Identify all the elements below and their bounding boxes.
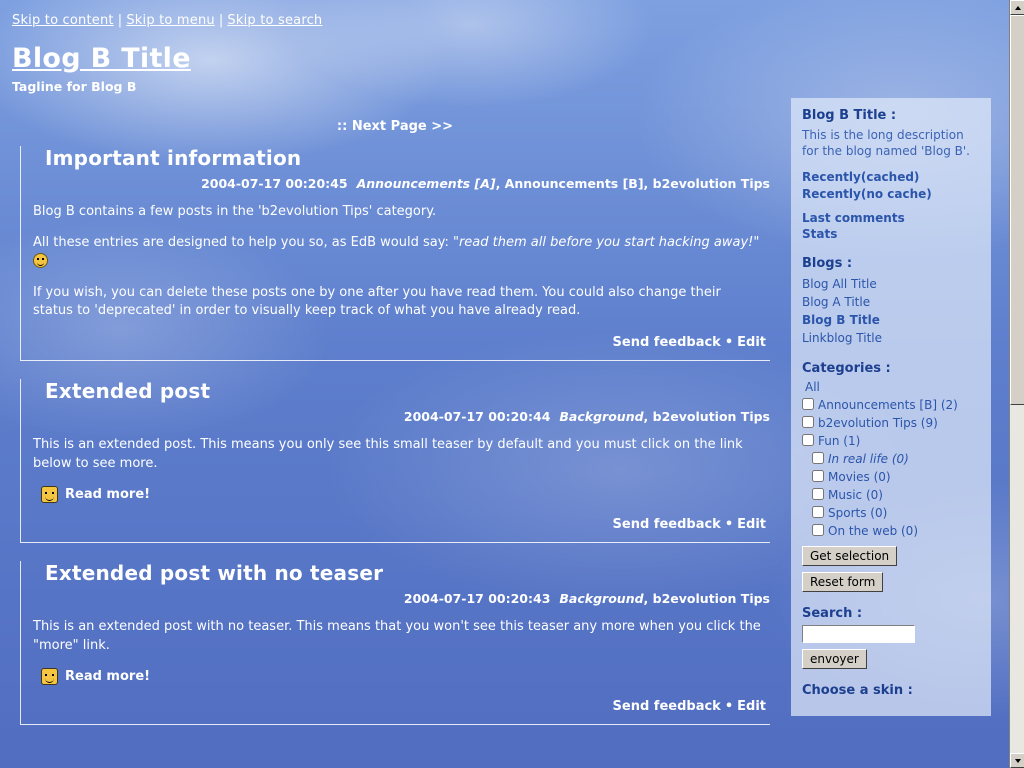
smiley-icon — [33, 253, 48, 268]
sidebar-blog-description: This is the long description for the blog named 'Blog B'. — [802, 128, 970, 159]
scrollbar-thumb[interactable] — [1010, 15, 1024, 405]
sidebar-link-recently-cached[interactable]: Recently(cached) — [802, 170, 920, 185]
category-row[interactable] — [802, 468, 980, 486]
blog-link-b[interactable]: Blog B Title — [802, 313, 880, 328]
footer-separator: • — [724, 516, 734, 532]
search-input[interactable] — [802, 625, 915, 643]
footer-separator: • — [724, 335, 734, 351]
sidebar-link-recently-no-cache[interactable]: Recently(no cache) — [802, 186, 932, 201]
footer-separator: • — [724, 698, 734, 714]
smiley-icon — [41, 486, 58, 503]
category-label[interactable]: Sports (0) — [828, 506, 888, 521]
scroll-up-button[interactable] — [1010, 0, 1024, 15]
sidebar-search-heading: Search : — [802, 606, 863, 622]
post-date: 2004-07-17 00:20:45 — [201, 176, 348, 191]
post-title[interactable]: Important information — [45, 146, 302, 170]
post-title[interactable]: Extended post with no teaser — [45, 560, 384, 585]
skip-to-search-link[interactable]: Skip to search — [227, 13, 323, 28]
category-row[interactable] — [802, 432, 980, 450]
read-more-row[interactable] — [41, 486, 770, 503]
post-footer — [33, 699, 770, 714]
reset-form-button[interactable]: Reset form — [802, 572, 883, 592]
sidebar-categories-heading: Categories : — [802, 361, 891, 377]
sidebar-skin-heading: Choose a skin : — [802, 683, 913, 699]
send-feedback-link[interactable]: Send feedback — [612, 698, 721, 714]
post-date: 2004-07-17 00:20:43 — [403, 590, 551, 606]
category-label[interactable]: Movies (0) — [828, 470, 891, 485]
skiplink-separator: | — [218, 13, 224, 28]
vertical-scrollbar[interactable] — [1009, 0, 1024, 768]
blog-link-all[interactable]: Blog All Title — [802, 277, 877, 292]
skip-to-content-link[interactable]: Skip to content — [12, 13, 114, 28]
category-label[interactable]: b2evolution Tips (9) — [818, 416, 938, 431]
post-footer — [33, 335, 770, 350]
get-selection-button[interactable]: Get selection — [802, 546, 897, 566]
post-date: 2004-07-17 00:20:44 — [403, 409, 551, 425]
edit-post-link[interactable]: Edit — [737, 335, 766, 351]
search-row — [802, 625, 980, 643]
post-meta — [33, 176, 770, 191]
post-categories: , b2evolution Tips — [643, 409, 770, 425]
category-row[interactable] — [802, 414, 980, 432]
send-feedback-link[interactable]: Send feedback — [612, 335, 721, 351]
chevron-up-icon — [1015, 6, 1021, 10]
blog-link-linkblog[interactable]: Linkblog Title — [802, 331, 883, 346]
category-checkbox[interactable] — [802, 398, 814, 410]
scrollbar-track[interactable] — [1010, 15, 1024, 753]
category-list — [802, 396, 980, 540]
read-more-link[interactable]: Read more! — [65, 668, 151, 684]
category-row[interactable] — [802, 450, 980, 468]
post-paragraph: If you wish, you can delete these posts one by one after you have read them. You could also change their status to 'deprecated' in order to visually keep track of what you have already read. — [33, 284, 721, 319]
category-checkbox[interactable] — [802, 416, 814, 428]
category-row[interactable] — [802, 504, 980, 522]
pagination-nav — [20, 112, 770, 134]
blog-list — [802, 275, 980, 347]
post-paragraph: This is an extended post with no teaser. This means that you won't see this teaser any more when you click the "more" link. — [33, 618, 761, 653]
category-checkbox[interactable] — [812, 524, 824, 536]
category-checkbox[interactable] — [802, 434, 814, 446]
category-label[interactable]: Fun (1) — [818, 434, 861, 449]
category-all[interactable] — [805, 380, 980, 394]
skip-links — [12, 13, 322, 28]
sidebar-blog-heading: Blog B Title : — [802, 108, 897, 123]
sidebar-blogs-heading: Blogs : — [802, 256, 853, 272]
search-submit-button[interactable]: envoyer — [802, 649, 867, 669]
post-category-primary[interactable]: Announcements [A] — [356, 176, 496, 191]
category-label[interactable]: In real life (0) — [828, 452, 909, 467]
scroll-down-button[interactable] — [1010, 753, 1024, 768]
category-row[interactable] — [802, 486, 980, 504]
main-content — [20, 112, 770, 743]
category-label[interactable]: On the web (0) — [828, 524, 918, 539]
post-quote: "read them all before you start hacking away!" — [452, 234, 760, 250]
post-item — [20, 146, 770, 361]
blog-link-a[interactable]: Blog A Title — [802, 295, 871, 310]
category-all-link[interactable]: All — [805, 380, 820, 395]
post-paragraph: Blog B contains a few posts in the 'b2evolution Tips' category. — [33, 204, 437, 219]
post-meta — [33, 409, 770, 424]
spacer — [802, 202, 980, 210]
category-checkbox[interactable] — [812, 452, 824, 464]
smiley-icon — [41, 668, 58, 685]
post-meta — [33, 591, 770, 606]
skip-to-menu-link[interactable]: Skip to menu — [126, 13, 215, 28]
category-checkbox[interactable] — [812, 488, 824, 500]
edit-post-link[interactable]: Edit — [737, 516, 766, 532]
sidebar — [791, 98, 991, 716]
skiplink-separator: | — [117, 13, 123, 28]
category-form-buttons — [802, 540, 980, 592]
post-paragraph — [33, 234, 764, 272]
chevron-down-icon — [1015, 759, 1021, 763]
post-paragraph-text: All these entries are designed to help you so, as EdB would say: — [33, 234, 453, 250]
post-categories: , b2evolution Tips — [643, 590, 770, 606]
category-row[interactable] — [802, 396, 980, 414]
category-row[interactable] — [802, 522, 980, 540]
send-feedback-link[interactable]: Send feedback — [612, 516, 721, 532]
page-tagline: Tagline for Blog B — [12, 78, 137, 94]
category-checkbox[interactable] — [812, 506, 824, 518]
post-title[interactable]: Extended post — [45, 379, 211, 404]
post-categories: , Announcements [B], b2evolution Tips — [495, 176, 770, 191]
post-content — [33, 436, 770, 474]
post-item — [20, 379, 770, 543]
post-category-primary[interactable]: Background — [559, 590, 644, 606]
post-paragraph: This is an extended post. This means you only see this small teaser by default and you must click on the link below to see more. — [33, 437, 743, 472]
post-item — [20, 561, 770, 725]
read-more-link[interactable]: Read more! — [65, 486, 151, 502]
category-label[interactable]: Music (0) — [828, 488, 883, 503]
category-label[interactable]: Announcements [B] (2) — [818, 398, 958, 413]
sidebar-link-stats[interactable]: Stats — [802, 226, 838, 241]
next-page-link[interactable]: :: Next Page >> — [336, 119, 454, 134]
page-title[interactable]: Blog B Title — [12, 43, 191, 74]
post-content — [33, 618, 770, 656]
post-content — [33, 203, 770, 321]
page-header — [12, 44, 191, 94]
read-more-row[interactable] — [41, 668, 770, 685]
category-checkbox[interactable] — [812, 470, 824, 482]
post-category-primary[interactable]: Background — [559, 409, 644, 425]
sidebar-link-last-comments[interactable]: Last comments — [802, 210, 905, 225]
post-footer — [33, 517, 770, 532]
edit-post-link[interactable]: Edit — [737, 698, 766, 714]
